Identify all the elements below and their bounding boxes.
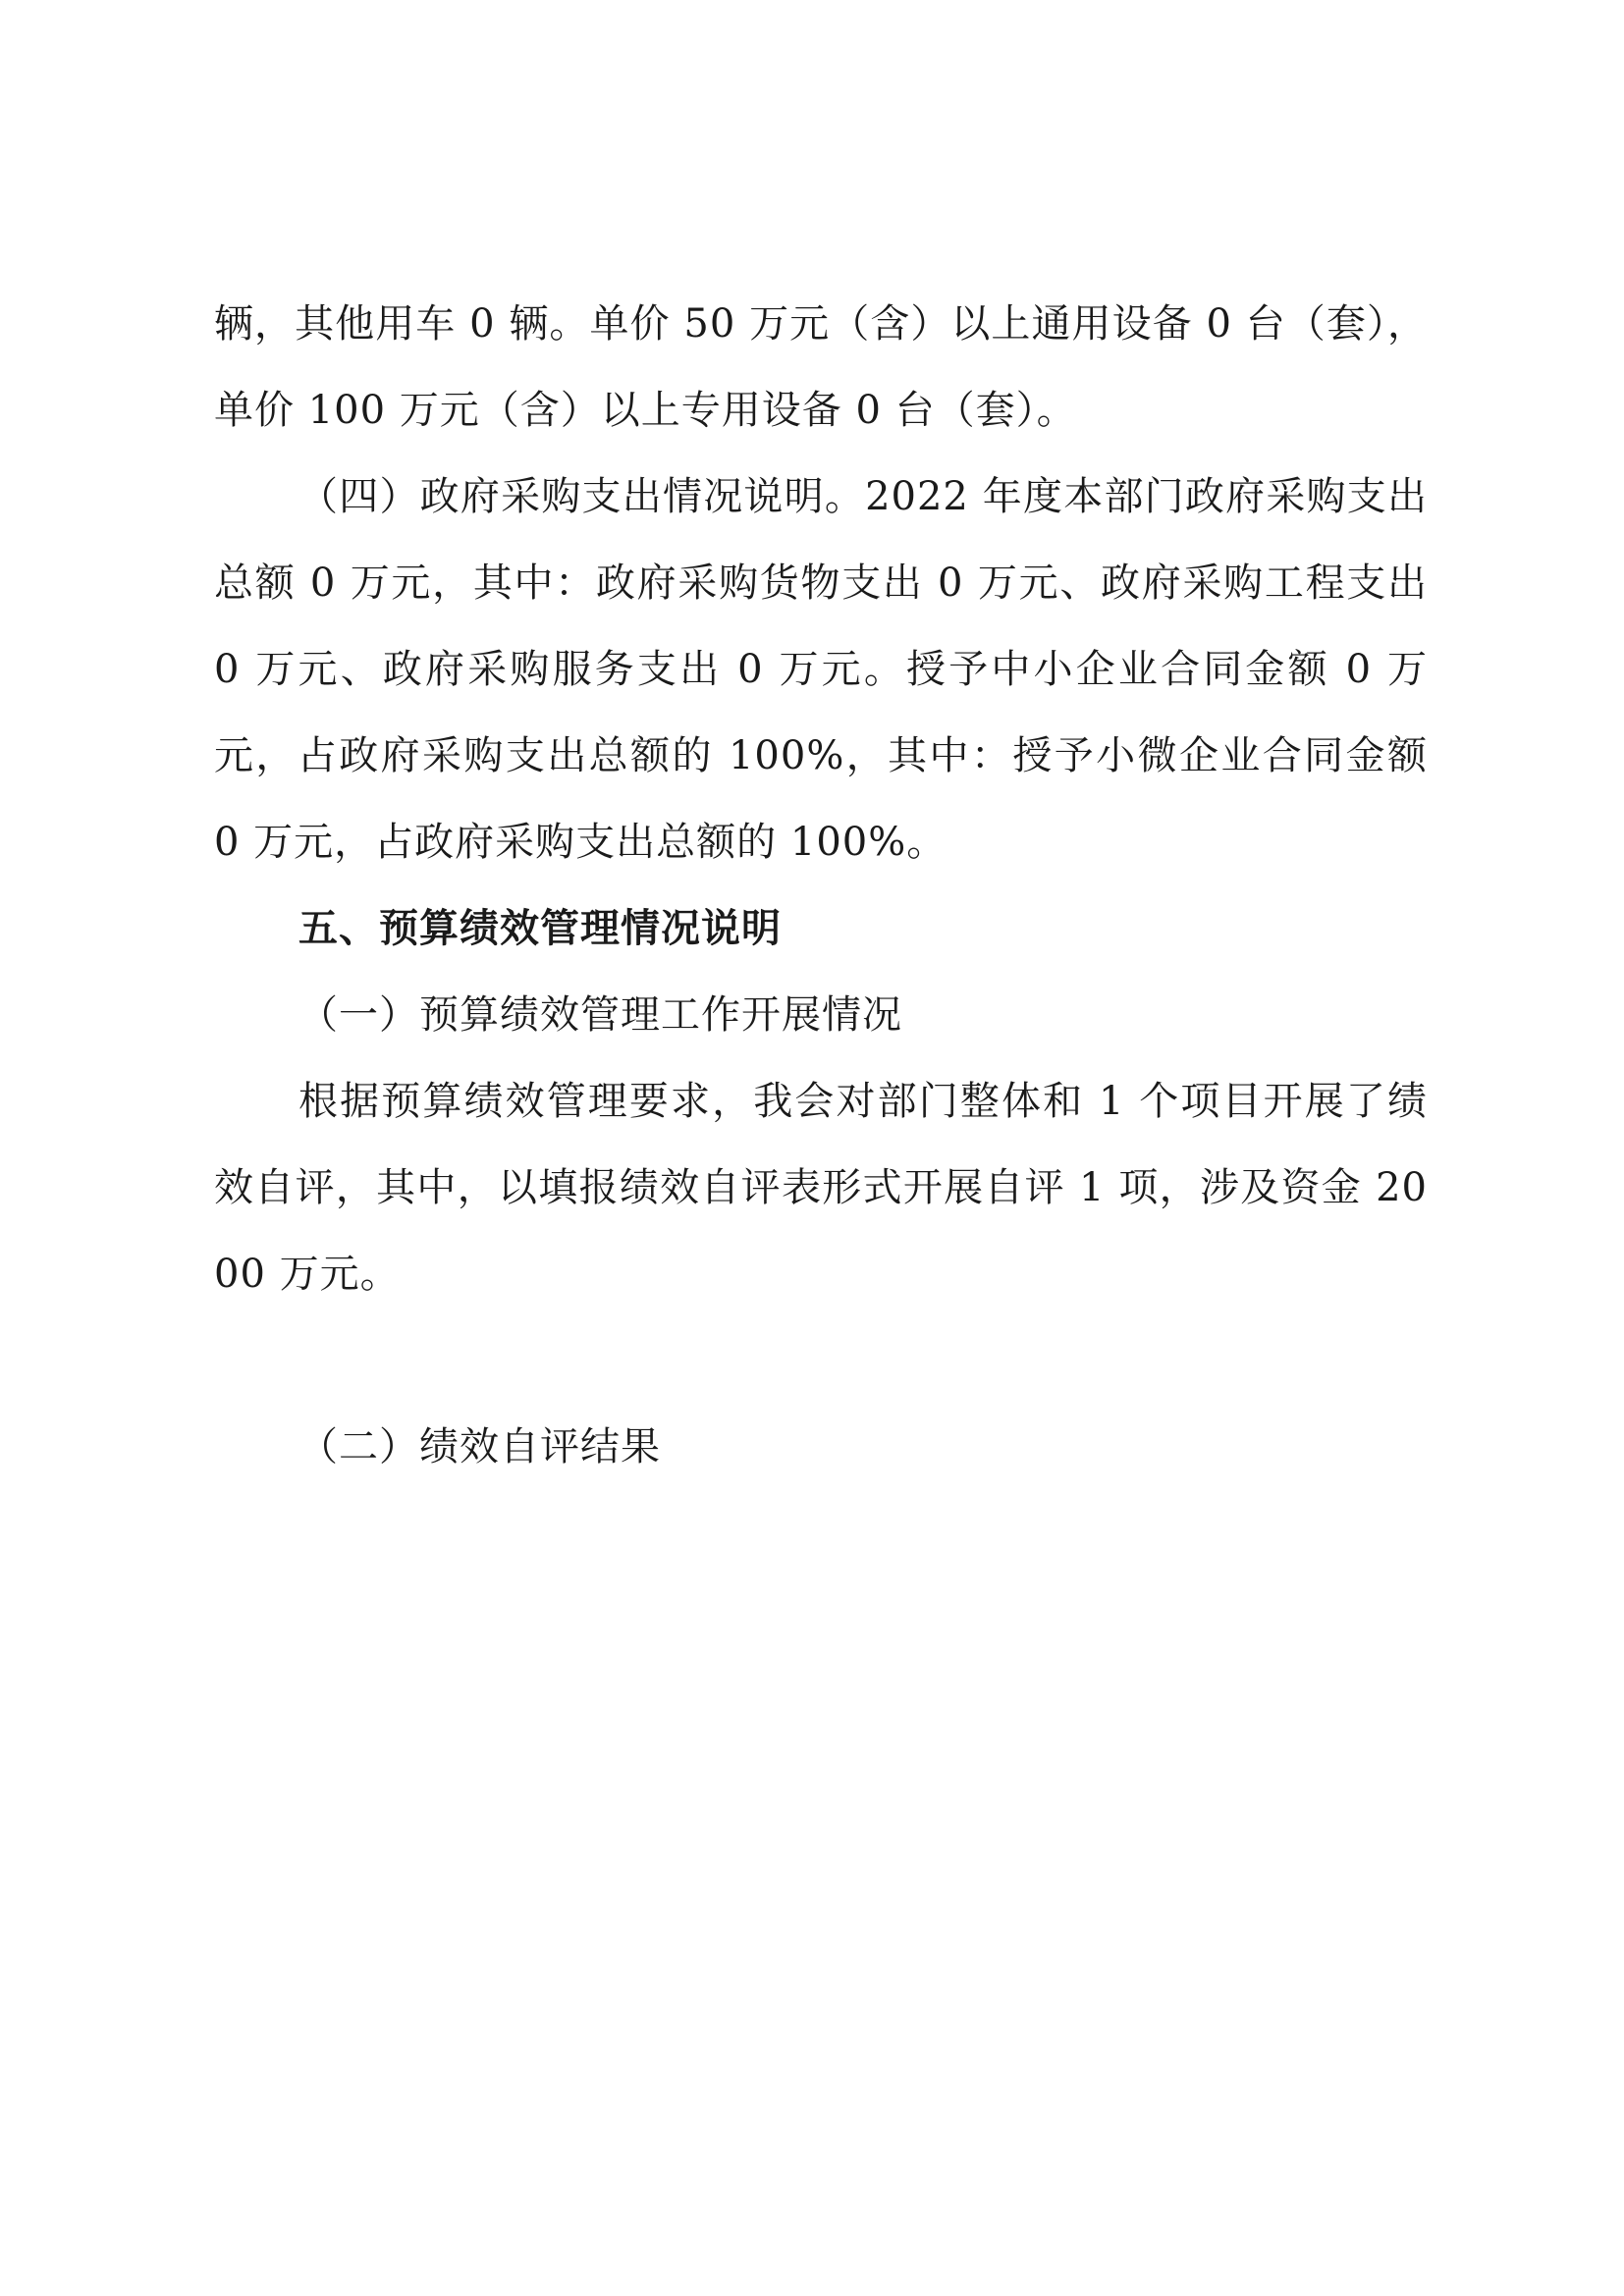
subsection-heading-work-progress: （一）预算绩效管理工作开展情况 xyxy=(298,992,902,1038)
paragraph-vehicles-equipment: 辆，其他用车 0 辆。单价 50 万元（含）以上通用设备 0 台（套），单价 100 万元（含）以上专用设备 0 台（套）。 xyxy=(214,301,1428,433)
document-body xyxy=(214,281,1428,1490)
section-heading-performance-management: 五、预算绩效管理情况说明 xyxy=(298,906,782,951)
paragraph-self-evaluation: 根据预算绩效管理要求，我会对部门整体和 1 个项目开展了绩效自评，其中，以填报绩效自评表形式开展自评 1 项，涉及资金 2000 万元。 xyxy=(214,1079,1428,1297)
subsection-heading-self-evaluation-results: （二）绩效自评结果 xyxy=(298,1424,661,1469)
blank-line xyxy=(214,1317,1428,1404)
paragraph-government-procurement: （四）政府采购支出情况说明。2022 年度本部门政府采购支出总额 0 万元，其中：政府采购货物支出 0 万元、政府采购工程支出 0 万元、政府采购服务支出 0 万元。授予中小企业合同金额 0 万元，占政府采购支出总额的 100%，其中：授予小微企业合同金额 0 万元，占政府采购支出总额的 100%。 xyxy=(214,474,1428,865)
